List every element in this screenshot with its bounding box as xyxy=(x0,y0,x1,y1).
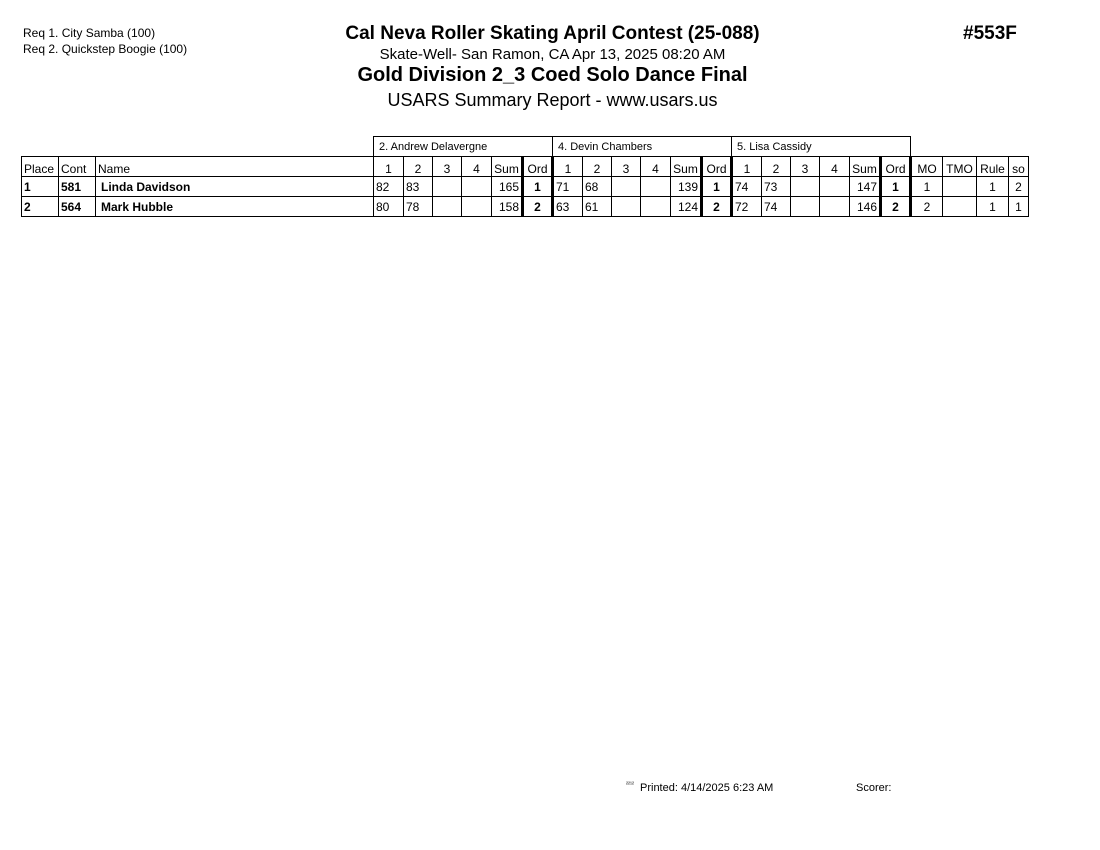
scorer-label: Scorer: xyxy=(856,782,892,794)
sum-cell: 158 xyxy=(492,197,523,217)
judges-row xyxy=(22,137,1029,157)
score-cell xyxy=(641,197,671,217)
score-cell xyxy=(433,177,462,197)
score-header: 3 xyxy=(433,157,462,177)
so-cell: 1 xyxy=(1009,197,1029,217)
score-cell xyxy=(462,177,492,197)
ord-cell: 2 xyxy=(523,197,553,217)
contest-title: Cal Neva Roller Skating April Contest (25-088) xyxy=(345,23,760,44)
requirement-2: Req 2. Quickstep Boogie (100) xyxy=(23,42,188,56)
sum-header: Sum xyxy=(850,157,881,177)
event-number: #553F xyxy=(963,23,1017,44)
score-header: 1 xyxy=(732,157,762,177)
name-header: Name xyxy=(96,157,374,177)
ord-header: Ord xyxy=(523,157,553,177)
score-cell xyxy=(462,197,492,217)
score-cell: 82 xyxy=(374,177,404,197)
cont-cell: 564 xyxy=(59,197,96,217)
place-cell: 1 xyxy=(22,177,59,197)
ord-cell: 1 xyxy=(702,177,732,197)
judge-header: 2. Andrew Delavergne xyxy=(374,137,553,157)
ord-header: Ord xyxy=(881,157,911,177)
sum-header: Sum xyxy=(492,157,523,177)
score-cell: 83 xyxy=(404,177,433,197)
score-cell: 61 xyxy=(583,197,612,217)
printed-timestamp: Printed: 4/14/2025 6:23 AM xyxy=(640,782,774,794)
column-header-row xyxy=(22,157,1029,177)
table-row xyxy=(22,197,1029,217)
ord-cell: 2 xyxy=(881,197,911,217)
so-cell: 2 xyxy=(1009,177,1029,197)
so-header: so xyxy=(1009,157,1029,177)
cont-cell: 581 xyxy=(59,177,96,197)
score-cell: 71 xyxy=(553,177,583,197)
ord-cell: 1 xyxy=(523,177,553,197)
score-cell: 78 xyxy=(404,197,433,217)
score-cell: 73 xyxy=(762,177,791,197)
score-header: 2 xyxy=(583,157,612,177)
event-title: Gold Division 2_3 Coed Solo Dance Final xyxy=(357,64,748,86)
report-title: USARS Summary Report - www.usars.us xyxy=(387,90,718,110)
score-cell: 80 xyxy=(374,197,404,217)
score-header: 2 xyxy=(762,157,791,177)
requirement-1: Req 1. City Samba (100) xyxy=(23,26,156,40)
score-header: 1 xyxy=(374,157,404,177)
printed-line xyxy=(626,782,773,794)
score-header: 3 xyxy=(612,157,641,177)
score-cell xyxy=(820,177,850,197)
mo-header: MO xyxy=(911,157,943,177)
place-cell: 2 xyxy=(22,197,59,217)
judge-header: 5. Lisa Cassidy xyxy=(732,137,911,157)
sum-cell: 124 xyxy=(671,197,702,217)
sum-header: Sum xyxy=(671,157,702,177)
judge-header: 4. Devin Chambers xyxy=(553,137,732,157)
score-cell xyxy=(641,177,671,197)
requirements-list xyxy=(23,25,187,57)
score-cell xyxy=(820,197,850,217)
sum-cell: 165 xyxy=(492,177,523,197)
cont-header: Cont xyxy=(59,157,96,177)
skater-name: Mark Hubble xyxy=(96,197,374,217)
sum-cell: 147 xyxy=(850,177,881,197)
score-cell xyxy=(433,197,462,217)
results-table xyxy=(21,136,1029,217)
sum-cell: 146 xyxy=(850,197,881,217)
skater-name: Linda Davidson xyxy=(96,177,374,197)
tmo-cell xyxy=(943,177,977,197)
score-header: 1 xyxy=(553,157,583,177)
place-header: Place xyxy=(22,157,59,177)
score-cell xyxy=(791,177,820,197)
score-header: 4 xyxy=(641,157,671,177)
mo-cell: 2 xyxy=(911,197,943,217)
ord-cell: 1 xyxy=(881,177,911,197)
table-row xyxy=(22,177,1029,197)
rule-cell: 1 xyxy=(977,177,1009,197)
score-cell xyxy=(612,197,641,217)
ord-header: Ord xyxy=(702,157,732,177)
sum-cell: 139 xyxy=(671,177,702,197)
score-header: 3 xyxy=(791,157,820,177)
score-cell: 63 xyxy=(553,197,583,217)
score-header: 2 xyxy=(404,157,433,177)
score-cell: 72 xyxy=(732,197,762,217)
score-cell xyxy=(791,197,820,217)
contest-location: Skate-Well- San Ramon, CA Apr 13, 2025 08:20 AM xyxy=(379,46,726,63)
rule-cell: 1 xyxy=(977,197,1009,217)
ord-cell: 2 xyxy=(702,197,732,217)
rule-header: Rule xyxy=(977,157,1009,177)
footer-code: ²²¹² xyxy=(626,782,634,788)
score-header: 4 xyxy=(462,157,492,177)
tmo-header: TMO xyxy=(943,157,977,177)
score-header: 4 xyxy=(820,157,850,177)
mo-cell: 1 xyxy=(911,177,943,197)
score-cell: 74 xyxy=(732,177,762,197)
tmo-cell xyxy=(943,197,977,217)
score-cell: 68 xyxy=(583,177,612,197)
score-cell: 74 xyxy=(762,197,791,217)
score-cell xyxy=(612,177,641,197)
